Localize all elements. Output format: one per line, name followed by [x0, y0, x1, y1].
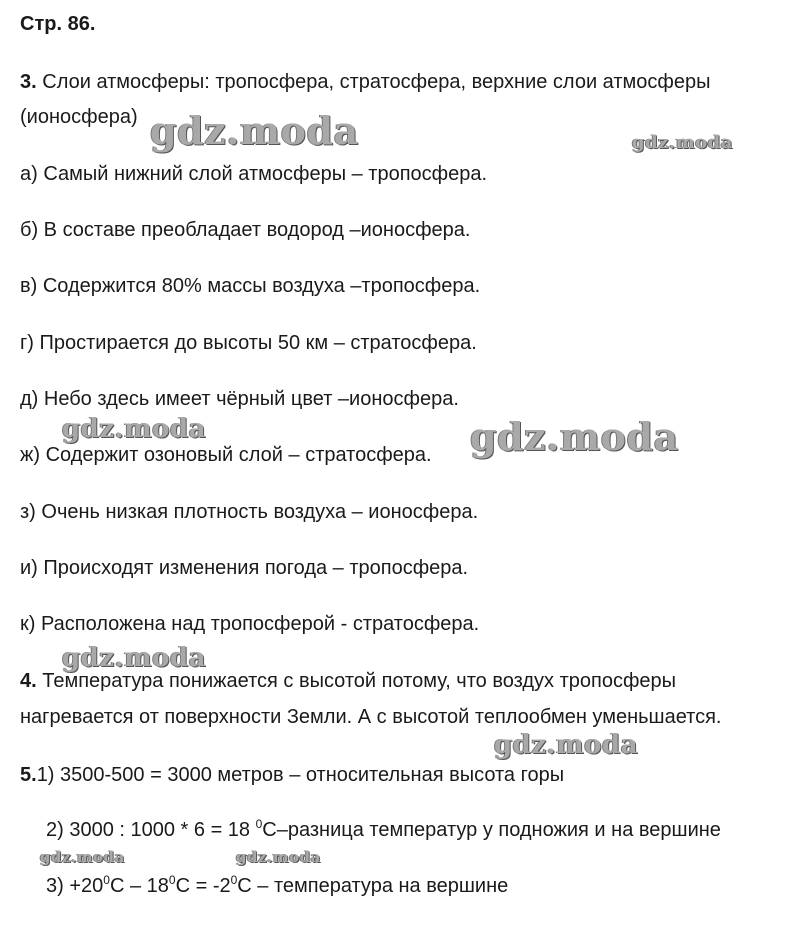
task5-line1-text: 1) 3500-500 = 3000 метров – относительная высота горы	[36, 764, 565, 786]
watermark-logo: gdz.moda	[632, 132, 733, 153]
task3-intro-text: Слои атмосферы: тропосфера, стратосфера, верхние слои атмосферы	[42, 71, 711, 93]
task5-number: 5.	[20, 764, 37, 786]
task5-line3	[46, 874, 508, 900]
task3-intro-line1	[20, 70, 710, 94]
watermark-logo: gdz.moda	[62, 414, 207, 444]
task3-item-z: з) Очень низкая плотность воздуха – ионосфера.	[20, 501, 479, 523]
task5-line1	[20, 763, 564, 787]
task5-line3-part2: С – 18	[109, 875, 169, 897]
task3-item-i: и) Происходят изменения погода – тропосфера.	[20, 557, 469, 579]
task3-item-g: г) Простирается до высоты 50 км – стратосфера.	[20, 332, 477, 354]
task5-line2-result: С–разница температур у подножия и на вершине	[262, 819, 721, 841]
task3-item-a: а) Самый нижний слой атмосферы – тропосфера.	[20, 163, 488, 185]
task3-item-b: б) В составе преобладает водород –ионосфера.	[20, 219, 471, 241]
task3-item-v: в) Содержится 80% массы воздуха –тропосфера.	[20, 275, 481, 297]
task3-item-k: к) Расположена над тропосферой - стратосфера.	[20, 613, 480, 635]
degree-sup: 0	[103, 873, 110, 887]
watermark-logo: gdz.moda	[494, 730, 639, 760]
page-header: Стр. 86.	[20, 13, 96, 35]
task3-item-d: д) Небо здесь имеет чёрный цвет –ионосфера.	[20, 388, 459, 410]
task5-line2-expr: 2) 3000 : 1000 * 6 = 18	[46, 819, 256, 841]
task4-line2: нагревается от поверхности Земли. А с высотой теплообмен уменьшается.	[20, 706, 722, 728]
task5-line3-part4: С – температура на вершине	[237, 875, 509, 897]
watermark-logo: gdz.moda	[40, 848, 125, 866]
watermark-logo: gdz.moda	[470, 414, 679, 459]
degree-sup: 0	[230, 873, 238, 887]
task5-line2	[46, 818, 721, 844]
watermark-logo: gdz.moda	[150, 108, 359, 153]
task3-item-zh: ж) Содержит озоновый слой – стратосфера.	[20, 444, 432, 466]
task5-line3-part3: С = -2	[175, 875, 231, 897]
task5-line3-part1: 3) +20	[46, 875, 104, 897]
degree-sup: 0	[168, 873, 176, 887]
degree-sup: 0	[255, 817, 263, 831]
task4-number: 4.	[20, 670, 37, 692]
watermark-logo: gdz.moda	[236, 848, 321, 866]
task4-text: Температура понижается с высотой потому, что воздух тропосферы	[42, 670, 677, 692]
task3-number: 3.	[20, 71, 37, 93]
watermark-logo: gdz.moda	[62, 643, 207, 673]
task3-intro-line2: (ионосфера)	[20, 106, 138, 128]
